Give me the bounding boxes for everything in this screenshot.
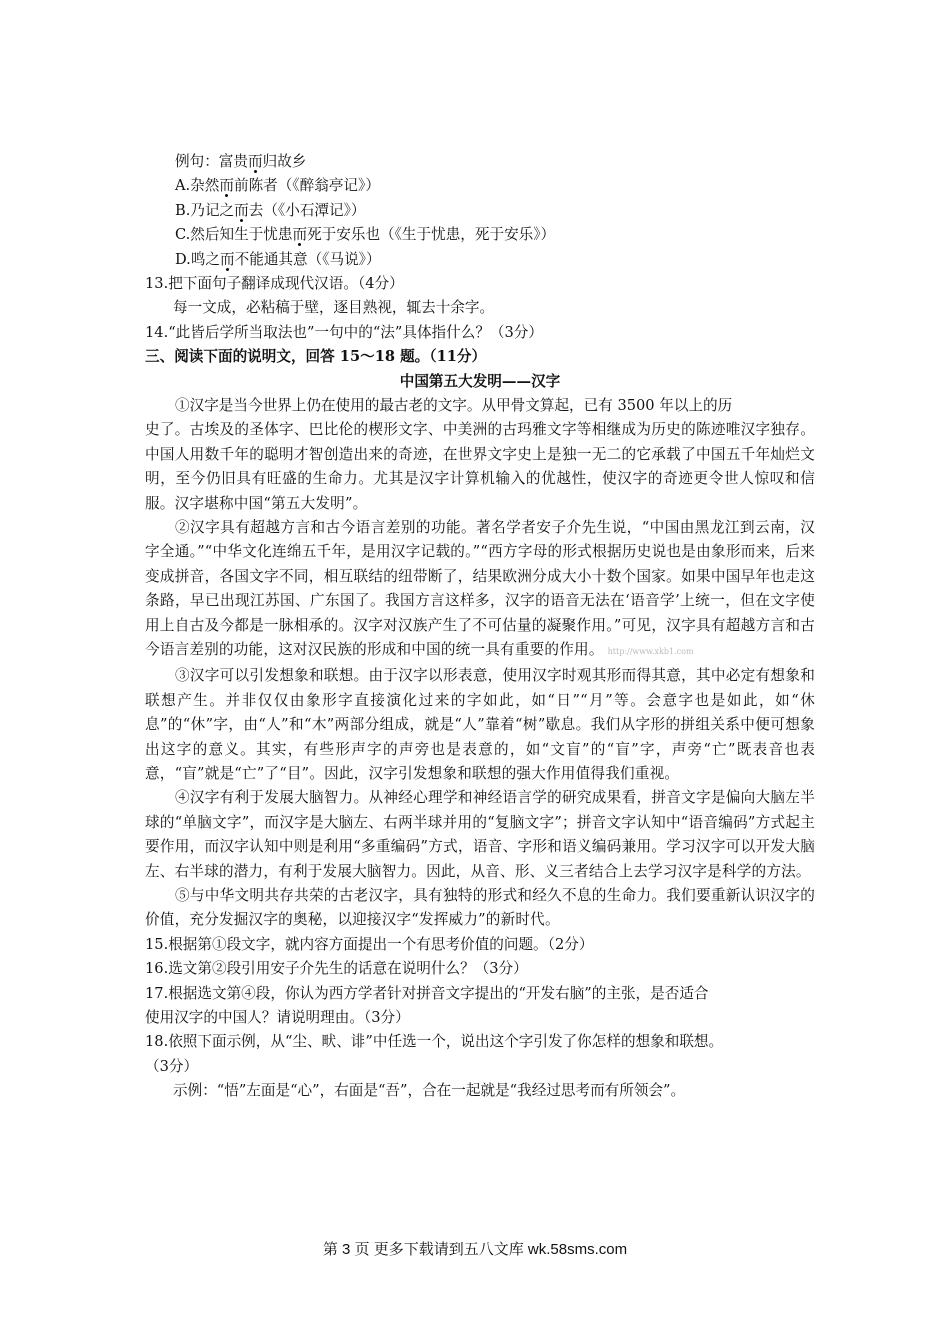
q17-question-line2: 使用汉字的中国人？请说明理由。（3分） xyxy=(145,1009,410,1027)
article-p1: 史了。古埃及的圣体字、巴比伦的楔形文字、中美洲的古玛雅文字等相继成为历史的陈迹唯汉字独存。中国人用数千年的聪明才智创造出来的奇迹，在世界文字史上是独一无二的它承载了中国五千年灿烂文明，至今仍旧具有旺盛的生命力。尤其是汉字计算机输入的优越性，使汉字的奇迹更令世人惊叹和信服。汉字堪称中国“第五大发明”。 xyxy=(145,421,815,512)
article-p1-line1: ①汉字是当今世界上仍在使用的最古老的文字。从甲骨文算起，已有 3500 年以上的历 xyxy=(175,396,733,414)
article-p4: ④汉字有利于发展大脑智力。从神经心理学和神经语言学的研究成果看，拼音文字是偏向大脑左半球的“单脑文字”，而汉字是大脑左、右两半球并用的“复脑文字”；拼音文字认知中“语音编码”方式起主要作用，而汉字认知中则是利用“多重编码”方式，语音、字形和语义编码兼用。学习汉字可以开发大脑左、右半球的潜力，有利于发展大脑智力。因此，从音、形、义三者结合上去学习汉字是科学的方法。 xyxy=(145,789,815,880)
q12-option-d: D.鸣之而不能通其意（《马说》） xyxy=(175,250,381,268)
q16-question: 16.选文第②段引用安子介先生的话意在说明什么？（3分） xyxy=(145,960,528,978)
q12-example: 例句：富贵而归故乡 xyxy=(175,153,307,170)
q13-sentence: 每一文成，必粘稿于壁，逐目熟视，辄去十余字。 xyxy=(173,299,495,317)
q17-question-line1: 17.根据选文第④段，你认为西方学者针对拼音文字提出的“开发右脑”的主张，是否适合 xyxy=(145,984,709,1002)
q14-question: 14.“此皆后学所当取法也”一句中的“法”具体指什么？（3分） xyxy=(145,323,543,341)
article-title: 中国第五大发明——汉字 xyxy=(399,372,561,390)
q15-question: 15.根据第①段文字，就内容方面提出一个有思考价值的问题。（2分） xyxy=(145,935,594,953)
q12-option-b: B.乃记之而去（《小石潭记》） xyxy=(175,201,366,219)
page-content xyxy=(145,150,815,1104)
q12-option-a: A.杂然而前陈者（《醉翁亭记》） xyxy=(175,177,380,195)
q18-question-line1: 18.依照下面示例，从“尘、畎、诽”中任选一个，说出这个字引发了你怎样的想象和联想。 xyxy=(145,1033,724,1051)
page-footer: 第 3 页 更多下载请到五八文库 wk.58sms.com xyxy=(322,1241,628,1258)
q13-question: 13.把下面句子翻译成现代汉语。（4分） xyxy=(145,274,404,292)
q18-example: 示例：“悟”左面是“心”，右面是“吾”，合在一起就是“我经过思考而有所领会”。 xyxy=(173,1082,686,1100)
article-p3: ③汉字可以引发想象和联想。由于汉字以形表意，使用汉字时观其形而得其意，其中必定有想象和联想产生。并非仅仅由象形字直接演化过来的字如此，如“日”“月”等。会意字也是如此，如“休息”的“休”字，由“人”和“木”两部分组成，就是“人”靠着“树”歇息。我们从字形的拼组关系中便可想象出这字的意义。其实，有些形声字的声旁也是表意的，如“文盲”的“盲”字，声旁“亡”既表音也表意，“盲”就是“亡”了“目”。因此，汉字引发想象和联想的强大作用值得我们重视。 xyxy=(145,667,815,783)
article-p2-text: ②汉字具有超越方言和古今语言差别的功能。著名学者安子介先生说，“中国由黑龙江到云南，汉字全通。”“中华文化连绵五千年，是用汉字记载的。”“西方字母的形式根据历史说也是由象形而来，后来变成拼音，各国文字不同，相互联结的纽带断了，结果欧洲分成大小十数个国家。如果中国早年也走这条路，早已出现江苏国、广东国了。我国方言这样多，汉字的语音无法在‘语音学’上统一，但在文字使用上自古及今都是一脉相承的。汉字对汉族产生了不可估量的凝聚作用。”可见，汉字具有超越方言和古今语言差别的功能，这对汉民族的形成和中国的统一具有重要的作用。 xyxy=(145,518,815,658)
article-p2 xyxy=(145,516,815,664)
q18-question-line2: （3分） xyxy=(145,1057,199,1075)
article-p5: ⑤与中华文明共存共荣的古老汉字，具有独特的形式和经久不息的生命力。我们要重新认识汉字的价值，充分发掘汉字的奥秘，以迎接汉字“发挥威力”的新时代。 xyxy=(145,887,815,929)
section3-heading: 三、阅读下面的说明文，回答 15～18 题。（11分） xyxy=(145,348,487,366)
watermark-text: http://www.xkb1.com xyxy=(607,646,694,656)
q12-option-c: C.然后知生于忧患而死于安乐也（《生于忧患，死于安乐》） xyxy=(175,226,556,244)
